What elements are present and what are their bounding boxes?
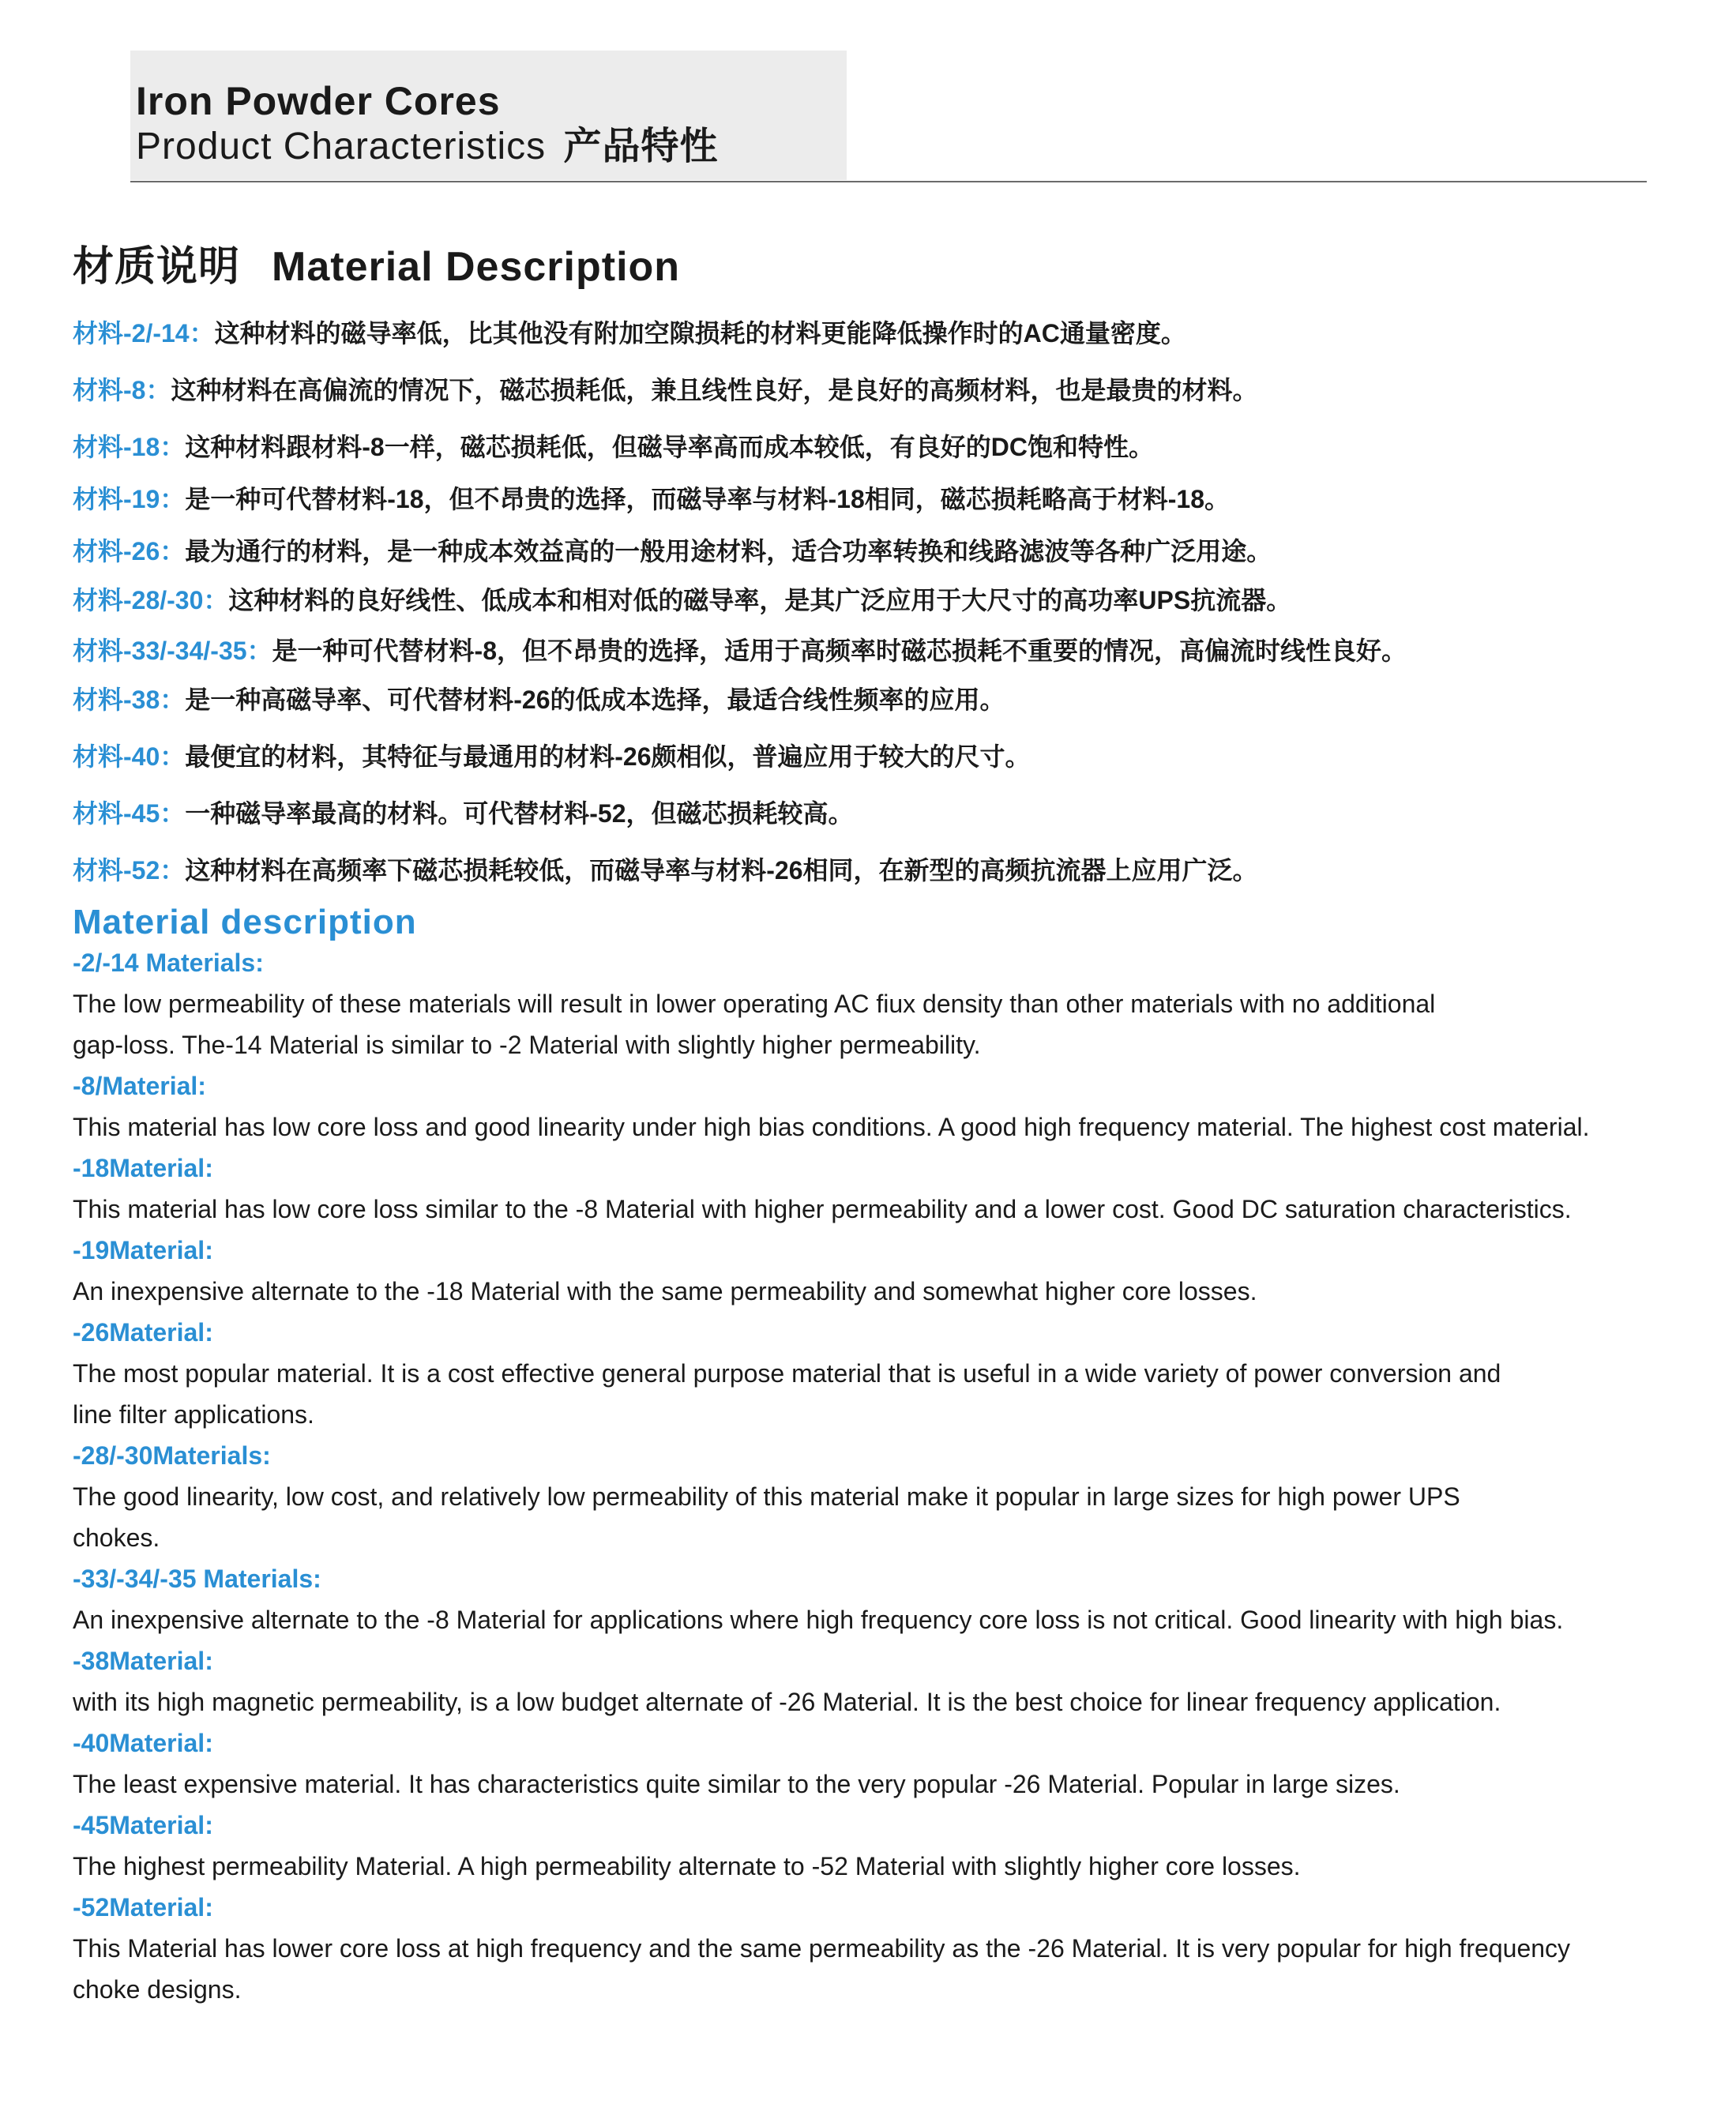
cn-material-item [73,373,1257,408]
cn-material-label: 材料-28/-30： [73,586,229,614]
cn-material-text: 一种磁导率最高的材料。可代替材料-52，但磁芯损耗较高。 [185,799,854,828]
cn-material-item [73,796,854,831]
en-material-text: This material has low core loss similar to the -8 Material with higher permeability and a lower cost. Good DC saturation characteristics. [73,1195,1572,1223]
en-material-label: -8/Material: [73,1072,206,1100]
cn-material-label: 材料-38： [73,686,186,714]
en-material-text: An inexpensive alternate to the -8 Material for applications where high frequency core loss is not critical. Good linearity with high bias. [73,1606,1564,1634]
cn-material-text: 最便宜的材料，其特征与最通用的材料-26颇相似，普遍应用于较大的尺寸。 [185,742,1031,771]
section-title-en: Material Description [272,244,681,290]
cn-material-label: 材料-19： [73,485,186,513]
en-material-label: -2/-14 Materials: [73,949,264,977]
en-material-label: -40Material: [73,1729,213,1757]
cn-material-item [73,482,1230,517]
header-divider [130,181,1647,182]
en-section-heading: Material description [73,903,417,941]
en-material-text: This material has low core loss and good linearity under high bias conditions. A good high frequency material. The highest cost material. [73,1113,1590,1141]
en-material-text: The low permeability of these materials will result in lower operating AC fiux density than other materials with no additional [73,990,1436,1018]
en-material-label: -19Material: [73,1236,213,1264]
section-title-cn: 材质说明 [73,244,241,290]
en-material-text: with its high magnetic permeability, is a low budget alternate of -26 Material. It is the best choice for linear frequency application. [73,1688,1501,1716]
section-title [73,242,680,292]
en-material-label: -28/-30Materials: [73,1441,271,1470]
cn-material-item [73,682,1005,717]
en-material-label: -45Material: [73,1811,213,1839]
cn-material-label: 材料-26： [73,537,186,565]
cn-material-item [73,534,1272,569]
en-material-label: -52Material: [73,1893,213,1922]
en-material-text: An inexpensive alternate to the -18 Material with the same permeability and somewhat higher core losses. [73,1277,1257,1305]
en-material-label: -18Material: [73,1154,213,1182]
cn-material-item [73,853,1258,888]
cn-material-text: 是一种可代替材料-8，但不昂贵的选择，适用于高频率时磁芯损耗不重要的情况，高偏流时线性良好。 [272,637,1407,665]
subtitle-cn: 产品特性 [563,126,719,167]
cn-material-text: 这种材料跟材料-8一样，磁芯损耗低，但磁导率高而成本较低，有良好的DC饱和特性。 [185,433,1154,461]
cn-material-label: 材料-18： [73,433,186,461]
cn-material-label: 材料-8： [73,376,171,404]
en-material-text: choke designs. [73,1975,242,2004]
en-material-label: -33/-34/-35 Materials: [73,1565,321,1593]
cn-material-text: 是一种可代替材料-18，但不昂贵的选择，而磁导率与材料-18相同，磁芯损耗略高于材料-18。 [185,485,1231,513]
en-material-text: gap-loss. The-14 Material is similar to -2 Material with slightly higher permeability. [73,1031,981,1059]
en-material-text: The good linearity, low cost, and relatively low permeability of this material make it popular in large sizes for high power UPS [73,1482,1460,1511]
cn-material-label: 材料-40： [73,742,186,771]
page-subtitle [136,123,719,171]
cn-material-item [73,316,1186,351]
cn-material-label: 材料-45： [73,799,186,828]
cn-material-text: 是一种高磁导率、可代替材料-26的低成本选择，最适合线性频率的应用。 [185,686,1005,714]
cn-material-text: 这种材料的良好线性、低成本和相对低的磁导率，是其广泛应用于大尺寸的高功率UPS抗流器。 [228,586,1292,614]
en-material-text: The highest permeability Material. A high permeability alternate to -52 Material with slightly higher core losses. [73,1852,1301,1880]
cn-material-text: 最为通行的材料，是一种成本效益高的一般用途材料，适合功率转换和线路滤波等各种广泛用途。 [185,537,1272,565]
cn-material-label: 材料-33/-34/-35： [73,637,272,665]
cn-material-text: 这种材料的磁导率低，比其他没有附加空隙损耗的材料更能降低操作时的AC通量密度。 [214,319,1186,347]
en-material-label: -38Material: [73,1647,213,1675]
cn-material-item [73,739,1031,774]
subtitle-en: Product Characteristics [136,126,547,167]
cn-material-label: 材料-52： [73,856,186,885]
en-material-text: line filter applications. [73,1400,314,1429]
cn-material-item [73,633,1407,668]
cn-material-label: 材料-2/-14： [73,319,215,347]
cn-material-item [73,583,1291,618]
page-title: Iron Powder Cores [136,79,501,123]
en-material-label: -26Material: [73,1318,213,1347]
cn-material-text: 这种材料在高频率下磁芯损耗较低，而磁导率与材料-26相同，在新型的高频抗流器上应用广泛。 [185,856,1258,885]
en-material-text: chokes. [73,1523,160,1552]
en-material-text: The most popular material. It is a cost effective general purpose material that is useful in a wide variety of power conversion and [73,1359,1501,1388]
en-material-text: This Material has lower core loss at high frequency and the same permeability as the -26 Material. It is very popular for high frequency [73,1934,1571,1963]
en-material-text: The least expensive material. It has characteristics quite similar to the very popular -26 Material. Popular in large sizes. [73,1770,1400,1798]
cn-material-text: 这种材料在高偏流的情况下，磁芯损耗低，兼且线性良好，是良好的高频材料，也是最贵的材料。 [171,376,1258,404]
cn-material-item [73,430,1154,464]
